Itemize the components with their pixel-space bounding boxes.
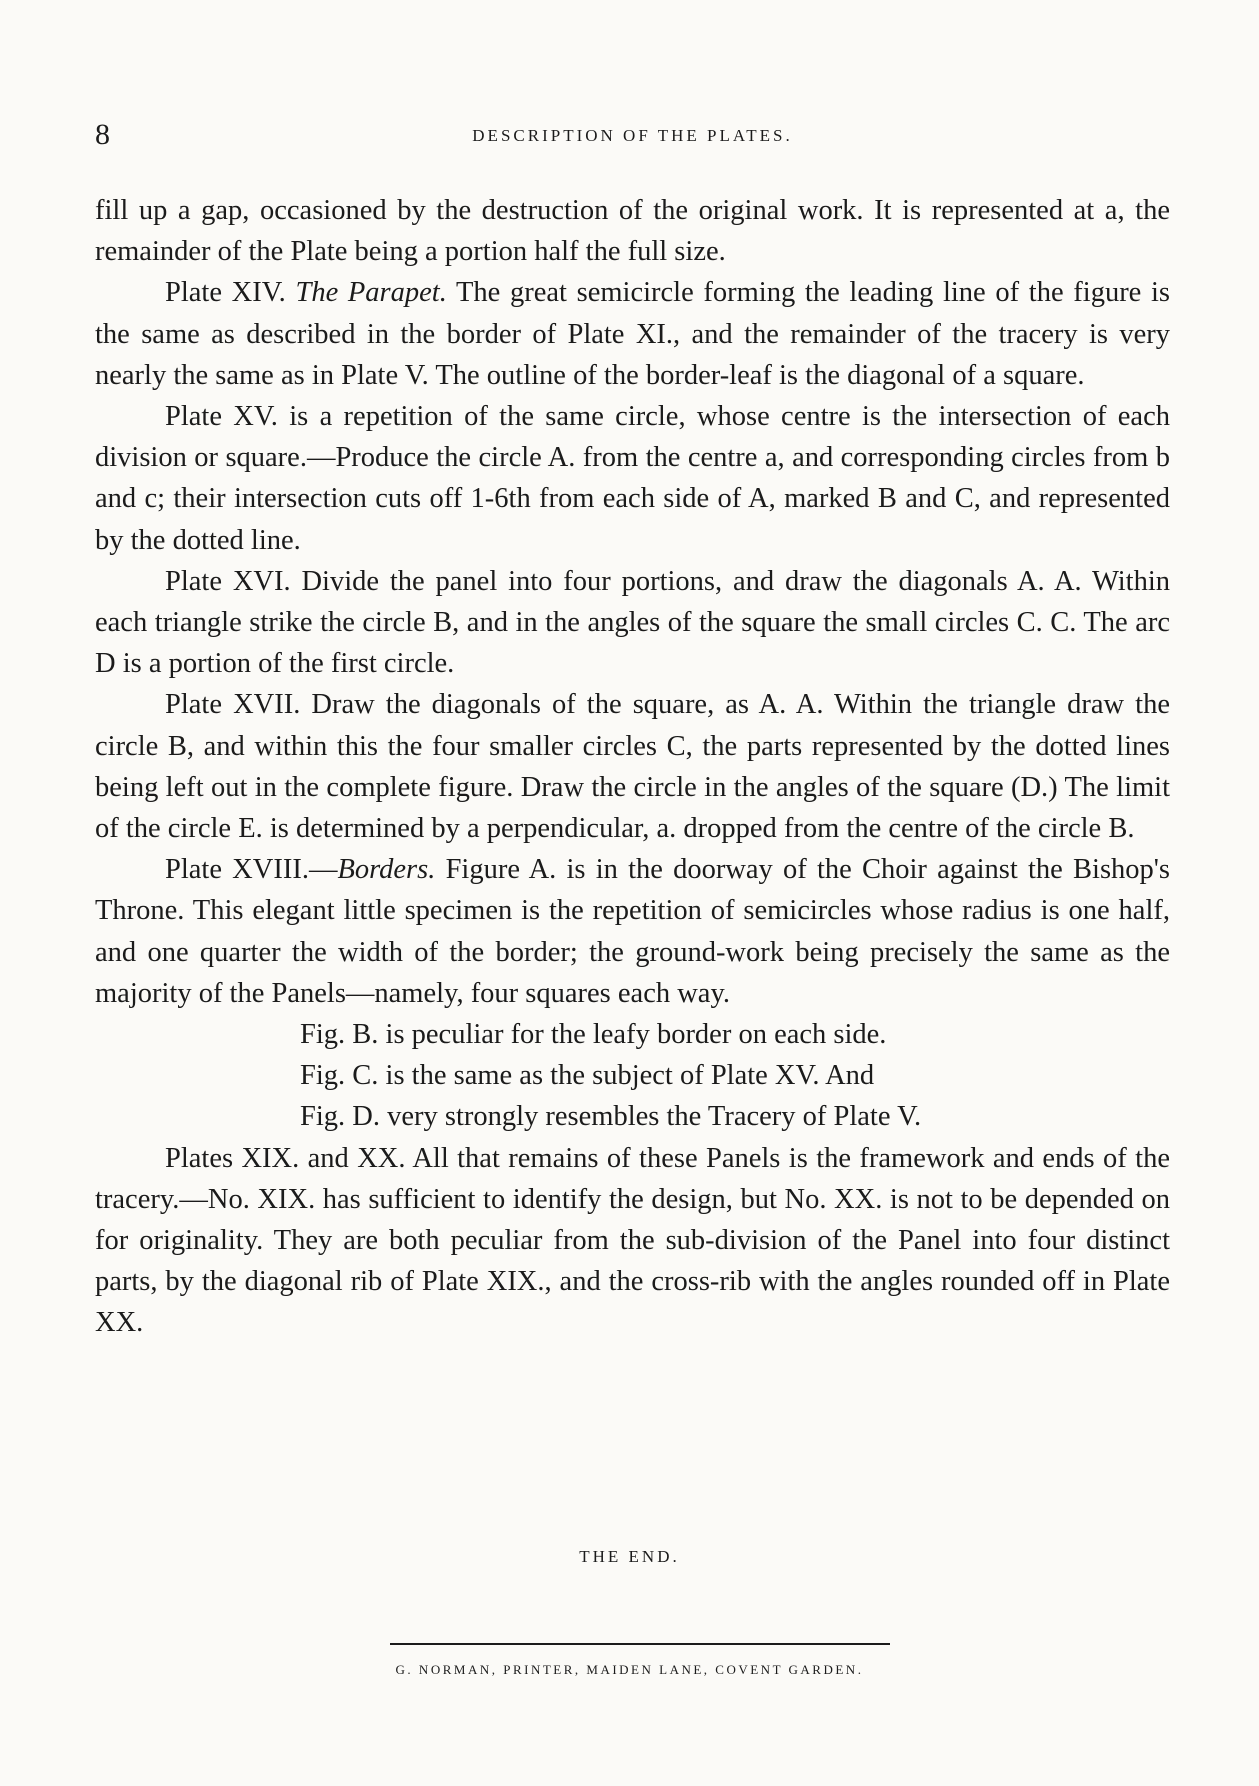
plate-text: The great semicircle forming the leading line of the figure is the same as described in the border of Plate XI., and the remainder of the tracery is very nearly the same as in Plate V. The outline of the border-leaf is the diagonal of a square.	[95, 277, 1171, 391]
plate-label: Plate XIV.	[165, 277, 286, 309]
paragraph-plate-xiv	[95, 272, 1170, 396]
paragraph-plate-xvii: Plate XVII. Draw the diagonals of the square, as A. A. Within the triangle draw the circle B, and within this the four smaller circles C, the parts represented by the dotted lines being left out in the complete figure. Draw the circle in the angles of the square (D.) The limit of the circle E. is determined by a perpendicular, a. dropped from the centre of the circle B.	[95, 689, 1170, 845]
printer-imprint: G. NORMAN, PRINTER, MAIDEN LANE, COVENT GARDEN.	[395, 1662, 864, 1677]
running-title: DESCRIPTION OF THE PLATES.	[472, 126, 793, 145]
the-end: THE END.	[579, 1547, 680, 1566]
page-number: 8	[95, 118, 110, 151]
plate-text: Figure A. is in the doorway of the Choir against the Bishop's Throne. This elegant little specimen is the repetition of semicircles whose radius is one half, and one quarter the width of the border; the ground-work being precisely the same as the majority of the Panels—namely, four squares each way.	[95, 854, 1171, 1009]
figure-b-note: Fig. B. is peculiar for the leafy border on each side.	[300, 1019, 887, 1051]
paragraph-plates-xix-xx: Plates XIX. and XX. All that remains of these Panels is the framework and ends of the tracery.—No. XIX. has sufficient to identify the design, but No. XX. is not to be depended on for originality. They are both peculiar from the sub-division of the Panel into four distinct parts, by the diagonal rib of Plate XIX., and the cross-rib with the angles rounded off in Plate XX.	[95, 1142, 1170, 1339]
paragraph-plate-xvi: Plate XVI. Divide the panel into four portions, and draw the diagonals A. A. Within each triangle strike the circle B, and in the angles of the square the small circles C. C. The arc D is a portion of the first circle.	[95, 565, 1170, 680]
paragraph-plate-xv: Plate XV. is a repetition of the same circle, whose centre is the intersection of each division or square.—Produce the circle A. from the centre a, and corresponding circles from b and c; their intersection cuts off 1-6th from each side of A, marked B and C, and represented by the dotted line.	[95, 401, 1170, 556]
page-header	[95, 118, 1170, 158]
plate-title: The Parapet.	[295, 277, 447, 309]
plate-title: Borders.	[337, 854, 436, 886]
body-text	[95, 190, 1170, 1344]
paragraph-continuation: fill up a gap, occasioned by the destruction of the original work. It is represented at a, the remainder of the Plate being a portion half the full size.	[95, 195, 1170, 268]
paragraph-plate-xviii	[95, 849, 1170, 1014]
figure-c-note: Fig. C. is the same as the subject of Plate XV. And	[300, 1060, 875, 1092]
figure-d-note: Fig. D. very strongly resembles the Tracery of Plate V.	[300, 1101, 922, 1133]
plate-label: Plate XVIII.—	[165, 854, 338, 886]
divider	[390, 1643, 890, 1645]
